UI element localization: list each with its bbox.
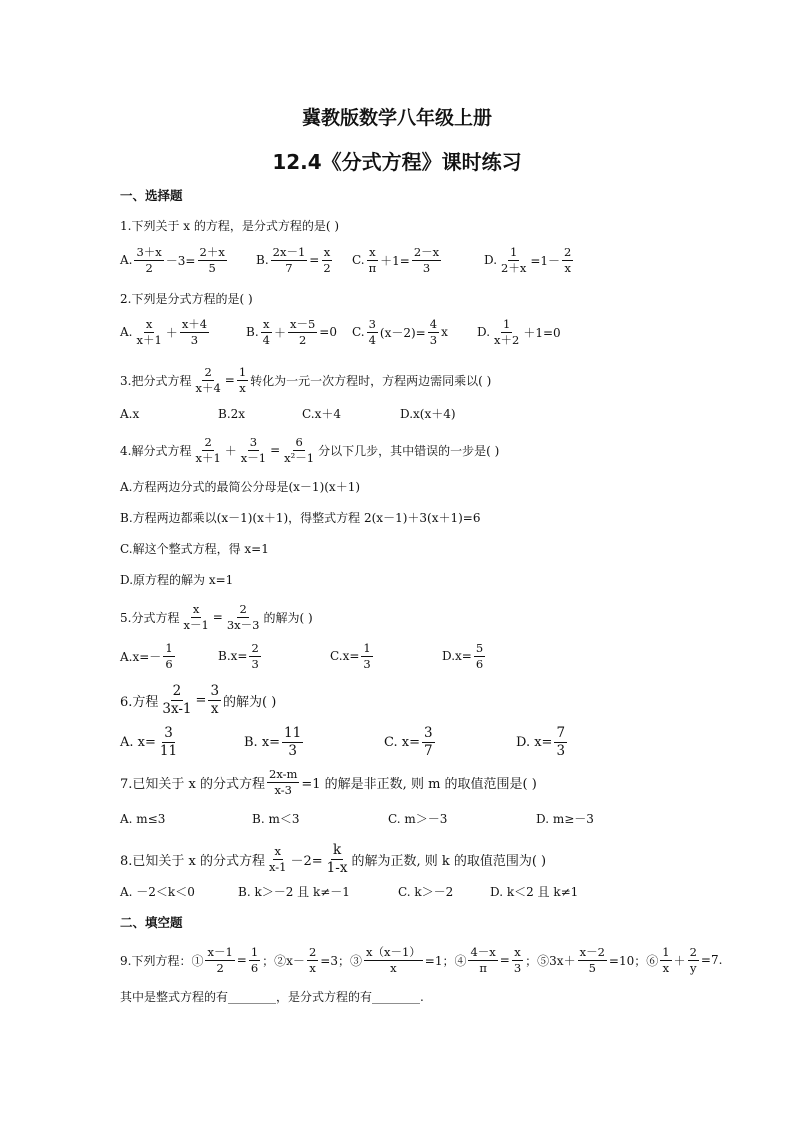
fraction — [134, 318, 163, 346]
denominator: 3 — [363, 656, 371, 671]
denominator: 6 — [475, 656, 484, 671]
q3-option-c: C.x＋4 — [302, 407, 341, 421]
q6-option-d — [516, 726, 569, 759]
denominator: 2 — [216, 960, 224, 975]
q2-option-c — [352, 318, 477, 346]
denominator: 7 — [285, 260, 293, 275]
operator: ＋ — [165, 325, 178, 340]
denominator: 2 — [298, 332, 307, 347]
question-7-stem — [120, 768, 754, 796]
numerator: 3 — [249, 435, 258, 449]
question-5-stem — [120, 603, 754, 631]
q5-option-a — [120, 642, 218, 670]
q4-option-b: B.方程两边都乘以(x－1)(x＋1)，得整式方程 2(x－1)＋3(x＋1)=6 — [120, 511, 481, 525]
fraction — [474, 642, 485, 670]
option-label: C. — [352, 253, 365, 268]
fraction — [554, 726, 567, 759]
q5-option-d — [442, 642, 487, 670]
fraction — [288, 318, 317, 346]
option-label: B. — [246, 325, 259, 340]
numerator: 2 — [564, 245, 572, 259]
q6-option-b — [244, 726, 384, 759]
denominator: x＋1 — [136, 332, 162, 347]
numerator: 1 — [662, 945, 670, 959]
fraction — [325, 843, 350, 876]
stem-text: =1；④ — [424, 953, 467, 968]
denominator: x — [309, 960, 316, 975]
numerator: 2 — [204, 435, 212, 449]
stem-text: =7. — [700, 953, 723, 968]
denominator: 6 — [165, 656, 173, 671]
stem-text: 的解为( ) — [223, 694, 277, 710]
stem-text: 3.把分式方程 — [120, 373, 192, 388]
option-label: A. x= — [120, 734, 156, 750]
stem-text: ；②x－ — [262, 953, 305, 968]
fraction — [249, 946, 260, 974]
fraction — [193, 366, 222, 394]
numerator: x＋4 — [181, 317, 208, 331]
option-label: A.x=－ — [120, 649, 162, 664]
fraction — [198, 246, 227, 274]
option-label: C.x= — [330, 649, 360, 664]
question-5-options — [120, 642, 754, 670]
numerator: 2 — [172, 683, 182, 699]
denominator: π — [368, 260, 377, 275]
denominator: 1-x — [326, 859, 348, 876]
fraction — [282, 436, 316, 464]
numerator: 2 — [251, 641, 259, 655]
operator: －3= — [165, 253, 196, 268]
numerator: x — [145, 317, 153, 331]
q5-option-c — [330, 642, 442, 670]
fraction — [193, 436, 222, 464]
q3-option-b: B.2x — [218, 406, 246, 421]
stem-text: 7.已知关于 x 的分式方程 — [120, 776, 265, 792]
page-title: 冀教版数学八年级上册 — [301, 107, 492, 129]
fraction — [271, 246, 308, 274]
stem-text: 转化为一元一次方程时，方程两边需同乘以( ) — [250, 373, 492, 388]
q7-option-a: A. m≤3 — [120, 811, 166, 826]
option-label: B. x= — [244, 734, 281, 750]
stem-text: =10；⑥ — [608, 953, 659, 968]
fraction — [428, 318, 439, 346]
operator: = — [270, 443, 281, 458]
fraction — [160, 684, 193, 717]
fraction — [361, 642, 372, 670]
q4-option-a: A.方程两边分式的最简公分母是(x－1)(x＋1) — [120, 480, 361, 494]
fraction — [660, 946, 671, 974]
denominator: x-3 — [274, 782, 292, 797]
operator: =0 — [319, 325, 337, 340]
fraction — [181, 603, 210, 631]
numerator: x — [263, 317, 270, 331]
fraction — [180, 318, 209, 346]
numerator: 2x－1 — [272, 245, 306, 259]
denominator: x＋1 — [195, 450, 221, 465]
numerator: 11 — [284, 725, 302, 741]
denominator: 5 — [208, 260, 216, 275]
operator: = — [499, 953, 510, 968]
fraction — [163, 642, 174, 670]
denominator: 3x-1 — [162, 700, 192, 717]
numerator: 1 — [363, 641, 371, 655]
denominator: 3 — [422, 260, 431, 275]
operator: =1－ — [530, 253, 561, 268]
fraction — [134, 246, 163, 274]
numerator: 2x-m — [269, 767, 298, 781]
q1-option-b — [256, 246, 352, 274]
denominator: 3 — [513, 960, 522, 975]
q3-option-d: D.x(x＋4) — [400, 407, 456, 421]
denominator: 3 — [288, 742, 297, 759]
fraction — [225, 603, 262, 631]
fraction — [367, 318, 378, 346]
fraction — [422, 726, 435, 759]
fraction — [512, 946, 523, 974]
question-3-stem — [120, 366, 754, 394]
fraction — [364, 946, 423, 974]
fraction — [158, 726, 179, 759]
q4-option-d: D.原方程的解为 x=1 — [120, 573, 234, 587]
denominator: x－1 — [183, 617, 209, 632]
fraction — [412, 246, 441, 274]
q2-option-b — [246, 318, 352, 346]
numerator: x — [369, 245, 376, 259]
fraction — [237, 366, 248, 394]
stem-text: 分以下几步，其中错误的一步是( ) — [318, 443, 500, 458]
fraction — [321, 246, 332, 274]
stem-text: =1 的解是非正数, 则 m 的取值范围是( ) — [301, 776, 537, 792]
denominator: y — [689, 960, 697, 975]
fraction — [468, 946, 497, 974]
operator: = — [195, 692, 207, 708]
denominator: x — [390, 960, 397, 975]
numerator: x－2 — [579, 945, 605, 959]
stem-text: 9.下列方程：① — [120, 953, 204, 968]
denominator: 3 — [556, 742, 566, 759]
q8-option-b: B. k＞－2 且 k≠－1 — [238, 885, 350, 899]
question-8-options — [120, 883, 754, 900]
numerator: 3＋x — [136, 245, 162, 259]
operator: = — [224, 373, 235, 388]
numerator: x（x－1） — [365, 945, 421, 959]
denominator: 3 — [429, 332, 438, 347]
option-label: A. — [120, 325, 133, 340]
numerator: 2＋x — [199, 245, 225, 259]
q3-option-a: A.x — [120, 406, 140, 421]
question-7-options — [120, 810, 754, 827]
question-6-options — [120, 726, 754, 759]
denominator: 4 — [262, 332, 270, 347]
denominator: x — [662, 960, 670, 975]
fraction — [562, 246, 573, 274]
numerator: 2 — [689, 945, 697, 959]
denominator: 2＋x — [501, 260, 527, 275]
denominator: 3 — [251, 656, 259, 671]
question-9-stem — [120, 946, 754, 974]
stem-text: =3；③ — [320, 953, 362, 968]
option-label: D. x= — [516, 734, 553, 750]
denominator: x — [239, 380, 246, 395]
fraction — [205, 946, 234, 974]
denominator: x²－1 — [284, 450, 315, 465]
q8-option-c: C. k＞－2 — [398, 885, 454, 899]
option-label: D. — [477, 325, 491, 340]
operator: (x－2)= — [379, 325, 426, 340]
question-6-stem — [120, 684, 754, 717]
denominator: x-1 — [269, 859, 287, 874]
denominator: 3 — [190, 332, 199, 347]
question-9-line-2: 其中是整式方程的有________，是分式方程的有________. — [120, 990, 424, 1004]
stem-text: ；⑤3x＋ — [525, 953, 576, 968]
numerator: 1 — [238, 365, 247, 379]
denominator: x－1 — [240, 450, 267, 465]
q7-option-b: B. m＜3 — [252, 812, 300, 826]
operator: ＋1= — [380, 253, 410, 268]
numerator: 1 — [250, 945, 259, 959]
denominator: x — [210, 700, 219, 717]
stem-text: 4.解分式方程 — [120, 443, 192, 458]
numerator: x－5 — [289, 317, 316, 331]
question-4-stem — [120, 436, 754, 464]
option-label: A. — [120, 253, 133, 268]
denominator: 4 — [368, 332, 376, 347]
fraction — [578, 946, 607, 974]
q4-option-c: C.解这个整式方程，得 x=1 — [120, 542, 269, 556]
fraction — [208, 684, 221, 717]
stem-text: 6.方程 — [120, 694, 159, 710]
denominator: 7 — [423, 742, 433, 759]
numerator: 2 — [204, 365, 212, 379]
numerator: x — [323, 245, 331, 259]
denominator: π — [479, 960, 487, 975]
numerator: 1 — [165, 641, 173, 655]
fraction — [307, 946, 318, 974]
denominator: x＋4 — [195, 380, 221, 395]
question-3-options — [120, 405, 754, 422]
numerator: 5 — [475, 641, 484, 655]
fraction — [499, 246, 528, 274]
section-heading-fill-blank: 二、填空题 — [120, 915, 183, 930]
fraction — [367, 246, 379, 274]
option-label: C. — [352, 325, 365, 340]
operator: －2= — [290, 853, 323, 869]
denominator: 5 — [588, 960, 596, 975]
numerator: 1 — [503, 317, 511, 331]
fraction — [282, 726, 303, 759]
operator: x — [441, 325, 448, 340]
denominator: x＋2 — [494, 332, 520, 347]
numerator: 7 — [556, 725, 566, 741]
operator: = — [309, 253, 320, 268]
numerator: 2 — [239, 602, 247, 616]
numerator: 4 — [429, 317, 438, 331]
operator: ＋ — [273, 325, 286, 340]
numerator: 1 — [510, 245, 518, 259]
q5-option-b — [218, 642, 330, 670]
q2-option-a — [120, 318, 246, 346]
stem-text: 5.分式方程 — [120, 610, 180, 625]
denominator: 11 — [159, 742, 178, 759]
q1-option-a — [120, 246, 256, 274]
denominator: x — [564, 260, 571, 275]
section-heading-choice: 一、选择题 — [120, 188, 183, 203]
q7-option-c: C. m＞－3 — [388, 812, 448, 826]
denominator: 2 — [145, 260, 153, 275]
page-subtitle: 12.4《分式方程》课时练习 — [272, 150, 522, 174]
question-1-options — [120, 246, 754, 274]
denominator: 6 — [250, 960, 259, 975]
fraction — [267, 845, 289, 873]
fraction — [261, 318, 272, 346]
q2-option-d — [477, 318, 561, 346]
numerator: 2－x — [413, 245, 440, 259]
stem-text: 的解为( ) — [263, 610, 313, 625]
q1-option-c — [352, 246, 484, 274]
denominator: 2 — [323, 260, 331, 275]
q7-option-d: D. m≥－3 — [536, 812, 594, 826]
fraction — [239, 436, 268, 464]
fraction — [688, 946, 699, 974]
option-label: C. x= — [384, 734, 420, 750]
numerator: 4－x — [470, 945, 496, 959]
option-label: B. — [256, 253, 269, 268]
q8-option-a: A. －2＜k＜0 — [120, 885, 195, 899]
q1-option-d — [484, 246, 575, 274]
numerator: 3 — [210, 683, 220, 699]
numerator: x — [274, 844, 281, 859]
option-label: D. — [484, 253, 498, 268]
fraction — [492, 318, 521, 346]
operator: = — [236, 953, 247, 968]
q6-option-a — [120, 726, 244, 759]
question-2-stem: 2.下列是分式方程的是( ) — [120, 292, 253, 306]
q8-option-d: D. k＜2 且 k≠1 — [490, 885, 579, 899]
operator: ＋1=0 — [523, 325, 561, 340]
stem-text: 8.已知关于 x 的分式方程 — [120, 853, 265, 869]
stem-text: 的解为正数, 则 k 的取值范围为( ) — [351, 853, 547, 869]
operator: = — [212, 610, 223, 625]
q6-option-c — [384, 726, 516, 759]
option-label: B.x= — [218, 649, 248, 664]
numerator: 3 — [368, 317, 376, 331]
option-label: D.x= — [442, 649, 472, 664]
denominator: 3x－3 — [226, 617, 260, 632]
question-1-stem: 1.下列关于 x 的方程，是分式方程的是( ) — [120, 219, 340, 233]
numerator: 2 — [308, 945, 317, 959]
operator: ＋ — [673, 953, 686, 968]
numerator: 3 — [164, 725, 173, 741]
numerator: x — [514, 945, 521, 959]
question-2-options — [120, 318, 754, 346]
numerator: 6 — [295, 435, 303, 449]
question-8-stem — [120, 843, 754, 876]
fraction — [267, 768, 299, 796]
fraction — [249, 642, 260, 670]
numerator: x — [192, 602, 200, 616]
numerator: x－1 — [207, 945, 233, 959]
numerator: 3 — [423, 725, 433, 741]
operator: ＋ — [224, 443, 237, 458]
numerator: k — [332, 842, 342, 858]
